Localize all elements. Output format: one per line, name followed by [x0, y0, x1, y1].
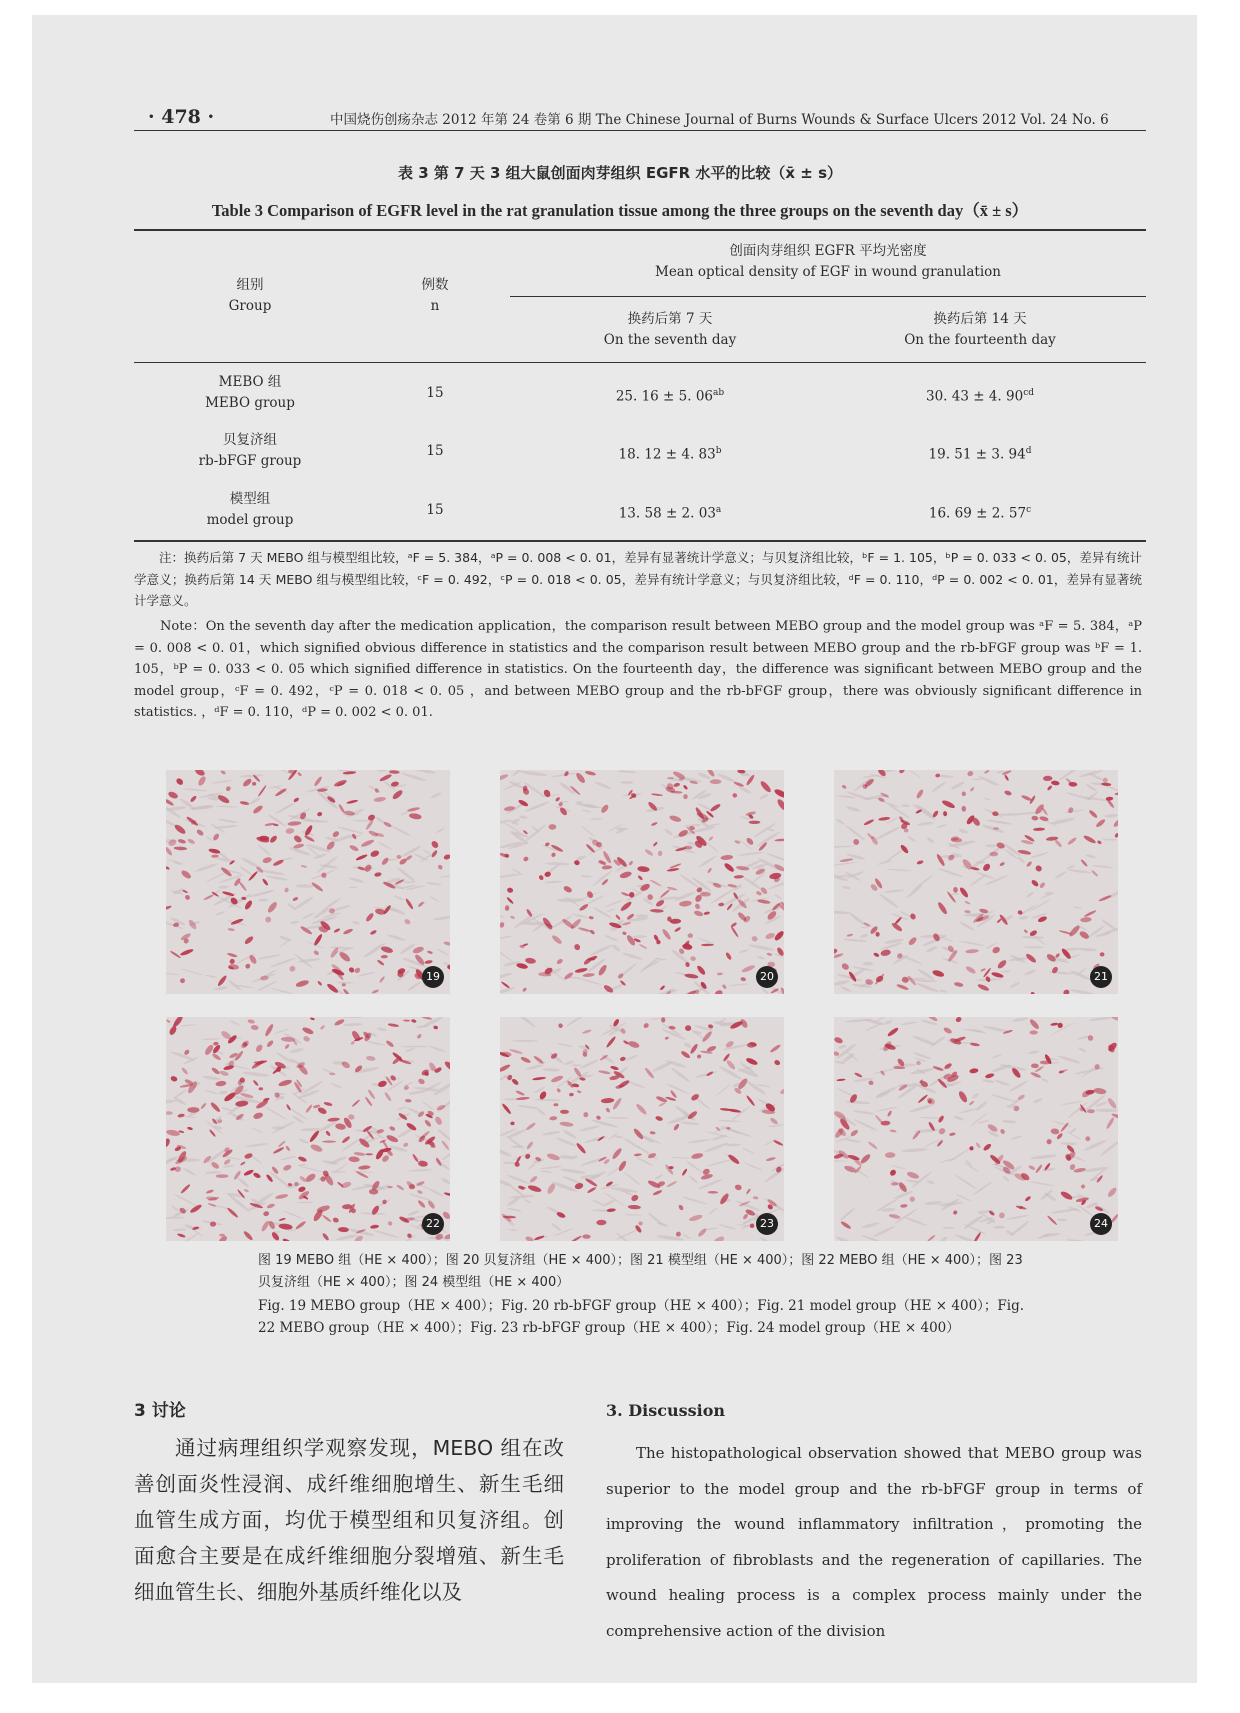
header-span-en: Mean optical density of EGF in wound granulation [655, 264, 1001, 280]
row-mebo-group [180, 372, 320, 414]
discussion-body-cn [134, 1430, 564, 1610]
discussion-paragraph-en: The histopathological observation showed that MEBO group was superior to the model group and the rb-bFGF group in terms of improving the wound inflammatory infiltration，promoting the proliferation of fibroblasts and the regeneration of capillaries. The wound healing process is a complex process mainly under the comprehensive action of the division [606, 1444, 1142, 1640]
micrograph-image [500, 1017, 784, 1241]
significance-mark: b [715, 446, 722, 456]
value: 13. 58 ± 2. 03 [618, 505, 716, 522]
header-group [190, 275, 310, 317]
value: 16. 69 ± 2. 57 [928, 505, 1027, 522]
row-group-cn: 模型组 [229, 491, 271, 507]
tissue-background [500, 1017, 784, 1241]
row-group-cn: 贝复济组 [223, 432, 277, 448]
stained-nucleus [993, 827, 999, 829]
micrograph-19 [166, 770, 450, 994]
header-day7-en: On the seventh day [603, 332, 737, 348]
row-group-en: model group [206, 512, 294, 528]
header-day14-en: On the fourteenth day [904, 332, 1056, 348]
micrograph-image [166, 1017, 450, 1241]
row-day14-value [870, 383, 1090, 408]
table-title-cn: 表 3 第 7 天 3 组大鼠创面肉芽组织 EGFR 水平的比较（x̄ ± s） [397, 164, 843, 182]
value: 19. 51 ± 3. 94 [928, 446, 1026, 463]
figure-caption-en [258, 1296, 1028, 1339]
row-group-cn: MEBO 组 [218, 374, 282, 390]
micrograph-22 [166, 1017, 450, 1241]
stained-nucleus [710, 779, 722, 784]
significance-mark: ab [713, 388, 725, 398]
figure-number-badge: 21 [1090, 966, 1112, 988]
tissue-fibre [404, 881, 415, 883]
micrograph-image [166, 770, 450, 994]
row-day14-value [870, 500, 1090, 525]
row-day14-value [870, 441, 1090, 466]
stained-nucleus [322, 1141, 336, 1143]
table-title-en: Table 3 Comparison of EGFR level in the rat granulation tissue among the three groups on the seventh day（x̄ ± s） [211, 201, 1029, 220]
row-group-en: rb-bFGF group [198, 453, 302, 469]
note-en-text: Note：On the seventh day after the medication application，the comparison result between MEBO group and the model group was ᵃF = 5. 384，ᵃP = 0. 008 < 0. 01，which signified obvious difference in statistics and the comparison result between MEBO group and the rb-bFGF group was ᵇF = 1. 105，ᵇP = 0. 033 < 0. 05 which signified difference in statistics. On the fourteenth day，the difference was significant between MEBO group and the model group，ᶜF = 0. 492，ᶜP = 0. 018 < 0. 05 ，and between MEBO group and the rb-bFGF group，there was obviously significant difference in statistics. ，ᵈF = 0. 110，ᵈP = 0. 002 < 0. 01. [134, 619, 1142, 720]
header-group-en: Group [228, 298, 272, 314]
figure-number-badge: 20 [756, 966, 778, 988]
header-rule [134, 130, 1146, 131]
caption-en-text: Fig. 19 MEBO group（HE × 400）；Fig. 20 rb-bFGF group（HE × 400）；Fig. 21 model group（HE × 400）；Fig. 22 MEBO group（HE × 400）；Fig. 23 rb-bFGF group（HE × 400）；Fig. 24 model group（HE × 400） [258, 1298, 1025, 1336]
header-group-cn: 组别 [236, 277, 264, 293]
significance-mark: c [1026, 505, 1032, 515]
micrograph-24 [834, 1017, 1118, 1241]
micrograph-23 [500, 1017, 784, 1241]
caption-cn-text: 图 19 MEBO 组（HE × 400）；图 20 贝复济组（HE × 400）；图 21 模型组（HE × 400）；图 22 MEBO 组（HE × 400）；图 23 贝复济组（HE × 400）；图 24 模型组（HE × 400） [258, 1253, 1023, 1290]
row-day7-value [560, 500, 780, 525]
stained-nucleus [749, 821, 761, 824]
table-top-rule [134, 229, 1146, 231]
header-day7-cn: 换药后第 7 天 [627, 311, 713, 327]
row-model-group [180, 489, 320, 531]
section-heading-cn: 3 讨论 [134, 1401, 186, 1421]
header-n-cn: 例数 [421, 277, 449, 293]
stained-nucleus [216, 1174, 229, 1178]
discussion-body-en [606, 1436, 1142, 1649]
header-day7 [560, 309, 780, 351]
note-cn-text: 注：换药后第 7 天 MEBO 组与模型组比较，ᵃF = 5. 384，ᵃP = 0. 008 < 0. 01，差异有显著统计学意义；与贝复济组比较，ᵇF = 1. 105，ᵇP = 0. 033 < 0. 05，差异有统计学意义；换药后第 14 天 MEBO 组与模型组比较，ᶜF = 0. 492，ᶜP = 0. 018 < 0. 05，差异有统计学意义；与贝复济组比较，ᵈF = 0. 110，ᵈP = 0. 002 < 0. 01，差异有显著统计学意义。 [134, 550, 1142, 608]
header-day14-cn: 换药后第 14 天 [933, 311, 1027, 327]
row-n: 15 [426, 502, 444, 518]
table-note-cn [134, 547, 1142, 612]
table-note-en [134, 616, 1142, 724]
table-span-rule [510, 296, 1146, 297]
significance-mark: d [1025, 446, 1032, 456]
significance-mark: a [715, 505, 722, 515]
header-n-en: n [430, 298, 440, 314]
figure-number-badge: 24 [1090, 1213, 1112, 1235]
figure-caption-cn [258, 1250, 1028, 1293]
row-rbbfgf-group [180, 430, 320, 472]
micrograph-image [834, 770, 1118, 994]
discussion-paragraph-cn: 通过病理组织学观察发现，MEBO 组在改善创面炎性浸润、成纤维细胞增生、新生毛细血管生成方面，均优于模型组和贝复济组。创面愈合主要是在成纤维细胞分裂增殖、新生毛细血管生长、细胞外基质纤维化以及 [134, 1436, 564, 1604]
value: 18. 12 ± 4. 83 [618, 446, 716, 463]
value: 25. 16 ± 5. 06 [615, 388, 714, 405]
header-n [395, 275, 475, 317]
table-header-rule [134, 362, 1146, 363]
figure-number-badge: 19 [422, 966, 444, 988]
running-head: 中国烧伤创疡杂志 2012 年第 24 卷第 6 期 The Chinese Journal of Burns Wounds & Surface Ulcers 2012 Vol. 24 No. 6 [330, 112, 1109, 128]
micrograph-20 [500, 770, 784, 994]
figure-number-badge: 22 [422, 1213, 444, 1235]
row-n: 15 [426, 443, 444, 459]
row-n: 15 [426, 385, 444, 401]
micrograph-21 [834, 770, 1118, 994]
micrograph-image [834, 1017, 1118, 1241]
stained-nucleus [187, 1107, 199, 1113]
row-day7-value [560, 383, 780, 408]
header-span-cn: 创面肉芽组织 EGFR 平均光密度 [729, 243, 927, 259]
header-day14 [870, 309, 1090, 351]
stained-nucleus [700, 892, 711, 897]
table-bottom-rule [134, 540, 1146, 542]
row-group-en: MEBO group [205, 395, 295, 411]
header-span [510, 241, 1146, 283]
significance-mark: cd [1023, 388, 1034, 398]
value: 30. 43 ± 4. 90 [926, 388, 1024, 405]
tissue-fibre [512, 1040, 538, 1042]
micrograph-image [500, 770, 784, 994]
stained-nucleus [726, 1127, 730, 1130]
section-heading-en: 3. Discussion [606, 1401, 726, 1420]
figure-number-badge: 23 [756, 1213, 778, 1235]
row-day7-value [560, 441, 780, 466]
page-number: · 478 · [148, 106, 215, 128]
stained-nucleus [549, 824, 557, 830]
stained-nucleus [259, 1087, 264, 1090]
